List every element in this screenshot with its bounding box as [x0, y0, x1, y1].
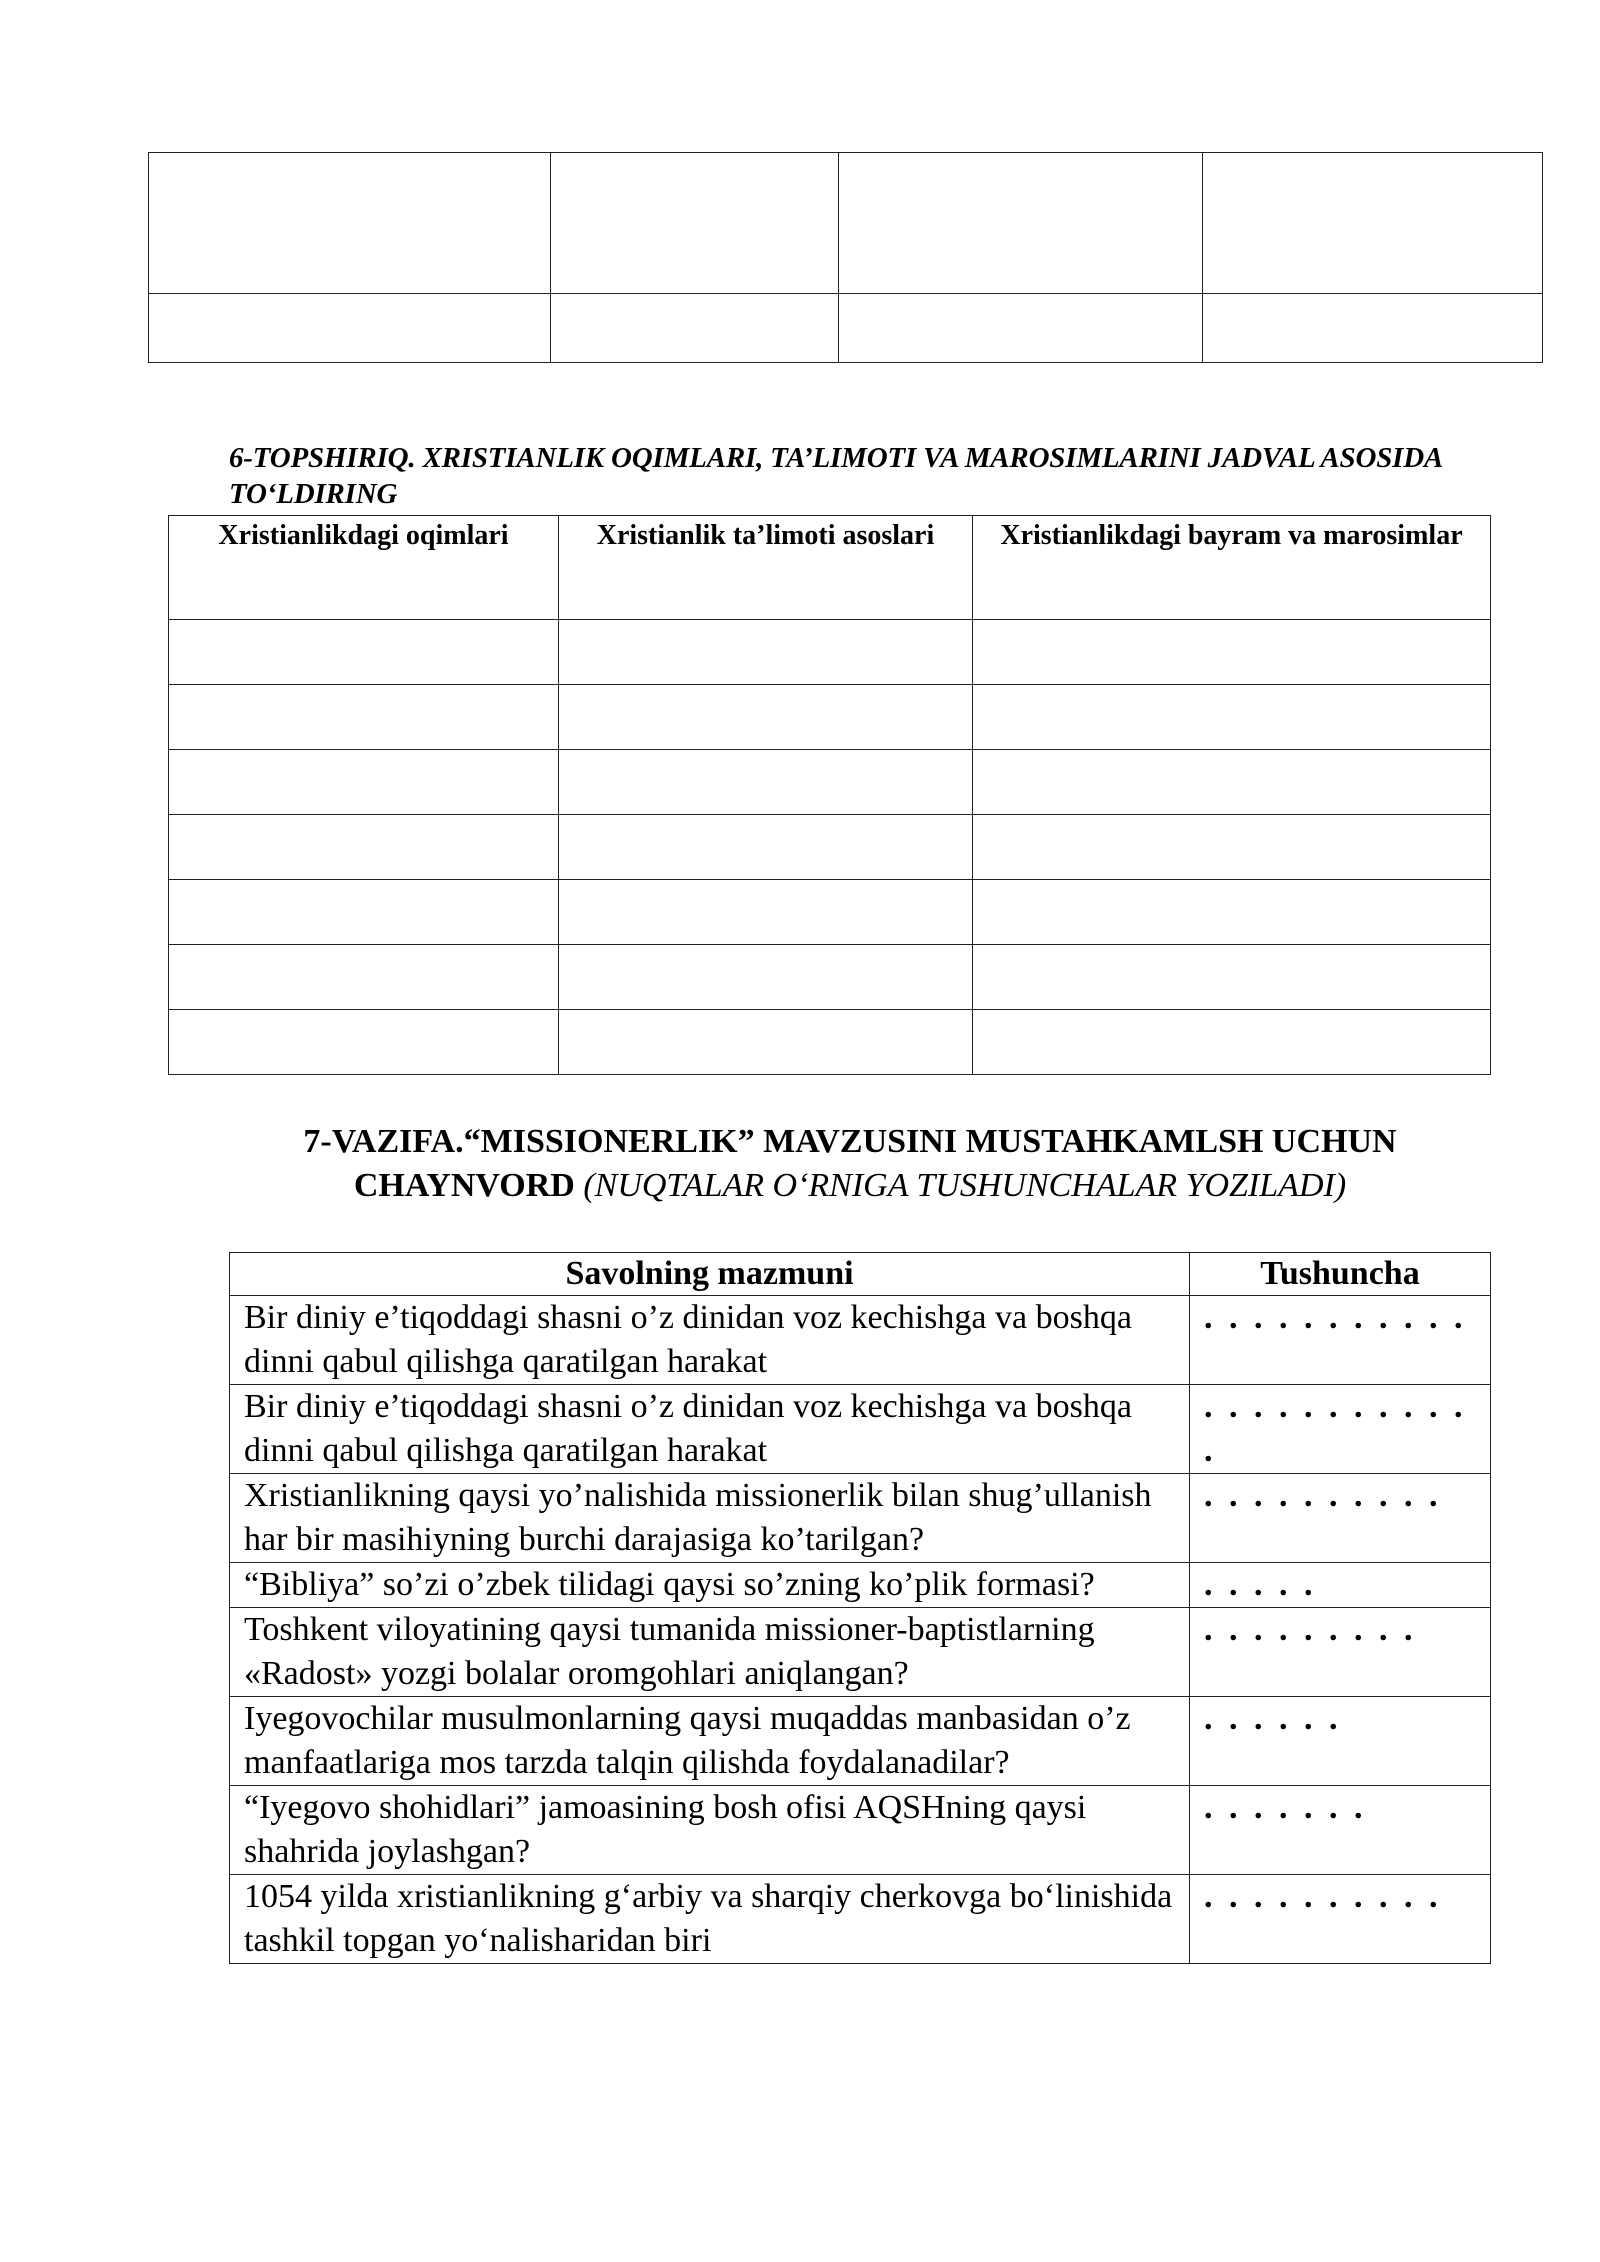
column-header-currents: Xristianlikdagi oqimlari	[169, 516, 559, 620]
table-row	[149, 153, 1543, 294]
table-row	[169, 750, 1491, 815]
table-cell[interactable]	[839, 153, 1203, 294]
table-cell[interactable]	[559, 620, 973, 685]
table-cell[interactable]	[559, 945, 973, 1010]
table-cell[interactable]	[169, 815, 559, 880]
table-row	[230, 1563, 1491, 1608]
table-cell[interactable]	[973, 880, 1491, 945]
question-cell: 1054 yilda xristianlikning g‘arbiy va sharqiy cherkovga bo‘linishida tashkil topgan yo‘nalisharidan biri	[230, 1875, 1190, 1964]
table-row	[230, 1875, 1491, 1964]
question-cell: Xristianlikning qaysi yo’nalishida missionerlik bilan shug’ullanish har bir masihiyning burchi darajasiga ko’tarilgan?	[230, 1474, 1190, 1563]
table-cell[interactable]	[169, 1010, 559, 1075]
task7-table	[229, 1252, 1491, 1964]
answer-cell[interactable]: . . . . . . . . . .	[1190, 1474, 1491, 1563]
blank-table-top	[148, 152, 1543, 363]
table-cell[interactable]	[169, 945, 559, 1010]
task7-title-bold: 7-VAZIFA.“MISSIONERLIK” MAVZUSINI MUSTAHKAMLSH UCHUN CHAYNVORD	[303, 1123, 1397, 1204]
question-cell: Bir diniy e’tiqoddagi shasni o’z dinidan voz kechishga va boshqa dinni qabul qilishga qaratilgan harakat	[230, 1385, 1190, 1474]
table-row	[230, 1296, 1491, 1385]
task6-title: 6-TOPSHIRIQ. XRISTIANLIK OQIMLARI, TA’LIMOTI VA MAROSIMLARINI JADVAL ASOSIDA TO‘LDIRING	[229, 442, 1442, 510]
table-cell[interactable]	[559, 815, 973, 880]
table-row	[230, 1474, 1491, 1563]
table-cell[interactable]	[973, 685, 1491, 750]
table-row	[230, 1608, 1491, 1697]
table-cell[interactable]	[169, 685, 559, 750]
table-cell[interactable]	[149, 294, 551, 363]
table-row	[230, 1786, 1491, 1875]
table-row	[169, 1010, 1491, 1075]
answer-cell[interactable]: . . . . . .	[1190, 1697, 1491, 1786]
column-header-teachings: Xristianlik ta’limoti asoslari	[559, 516, 973, 620]
table-cell[interactable]	[1203, 294, 1543, 363]
table-header-row	[169, 516, 1491, 620]
table-cell[interactable]	[973, 750, 1491, 815]
column-header-question: Savolning mazmuni	[230, 1253, 1190, 1296]
table-cell[interactable]	[169, 750, 559, 815]
table-cell[interactable]	[551, 153, 839, 294]
task7-title	[300, 1120, 1400, 1208]
answer-cell[interactable]: . . . . . . . . . . . .	[1190, 1385, 1491, 1474]
table-row	[169, 815, 1491, 880]
answer-cell[interactable]: . . . . . . . . .	[1190, 1608, 1491, 1697]
question-cell: Iyegovochilar musulmonlarning qaysi muqaddas manbasidan o’z manfaatlariga mos tarzda talqin qilishda foydalanadilar?	[230, 1697, 1190, 1786]
question-cell: “Iyegovo shohidlari” jamoasining bosh ofisi AQSHning qaysi shahrida joylashgan?	[230, 1786, 1190, 1875]
table-cell[interactable]	[551, 294, 839, 363]
answer-cell[interactable]: . . . . . . . . . .	[1190, 1875, 1491, 1964]
table-cell[interactable]	[1203, 153, 1543, 294]
question-cell: Toshkent viloyatining qaysi tumanida missioner-baptistlarning «Radost» yozgi bolalar oromgohlari aniqlangan?	[230, 1608, 1190, 1697]
table-row	[169, 945, 1491, 1010]
table-cell[interactable]	[559, 750, 973, 815]
table-row	[169, 880, 1491, 945]
table-cell[interactable]	[973, 620, 1491, 685]
table-row	[230, 1697, 1491, 1786]
table-cell[interactable]	[973, 945, 1491, 1010]
answer-cell[interactable]: . . . . . . . . . . .	[1190, 1296, 1491, 1385]
table-cell[interactable]	[169, 620, 559, 685]
question-cell: Bir diniy e’tiqoddagi shasni o’z dinidan voz kechishga va boshqa dinni qabul qilishga qaratilgan harakat	[230, 1296, 1190, 1385]
table-cell[interactable]	[973, 815, 1491, 880]
table-cell[interactable]	[839, 294, 1203, 363]
column-header-holidays: Xristianlikdagi bayram va marosimlar	[973, 516, 1491, 620]
table-cell[interactable]	[559, 1010, 973, 1075]
answer-cell[interactable]: . . . . .	[1190, 1563, 1491, 1608]
table-cell[interactable]	[973, 1010, 1491, 1075]
task7-title-italic: (NUQTALAR O‘RNIGA TUSHUNCHALAR YOZILADI)	[583, 1167, 1347, 1204]
table-cell[interactable]	[149, 153, 551, 294]
answer-cell[interactable]: . . . . . . .	[1190, 1786, 1491, 1875]
table-cell[interactable]	[169, 880, 559, 945]
task6-table	[168, 515, 1491, 1075]
table-row	[169, 620, 1491, 685]
question-cell: “Bibliya” so’zi o’zbek tilidagi qaysi so’zning ko’plik formasi?	[230, 1563, 1190, 1608]
table-cell[interactable]	[559, 685, 973, 750]
table-row	[230, 1385, 1491, 1474]
table-header-row	[230, 1253, 1491, 1296]
table-row	[149, 294, 1543, 363]
column-header-answer: Tushuncha	[1190, 1253, 1491, 1296]
table-cell[interactable]	[559, 880, 973, 945]
table-row	[169, 685, 1491, 750]
